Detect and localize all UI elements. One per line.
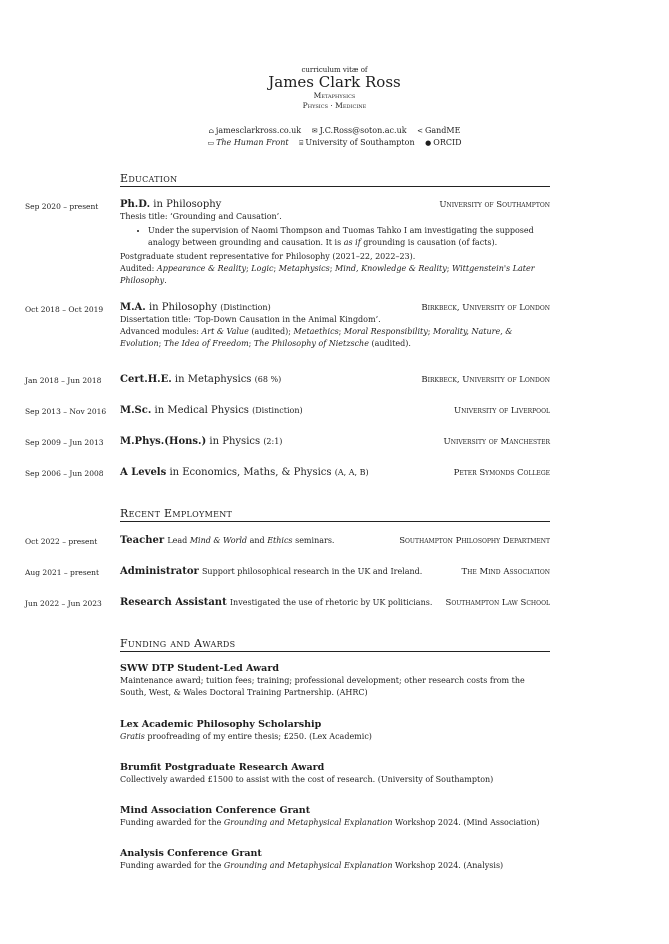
job-role: Teacher <box>120 535 165 546</box>
section-title-education: Education <box>120 172 550 187</box>
employer: Southampton Law School <box>445 598 550 608</box>
person-name: James Clark Ross <box>268 73 401 91</box>
subject: in Metaphysics <box>174 374 252 385</box>
award-title: Brumfit Postgraduate Research Award <box>120 762 325 773</box>
home-icon: ⌂ <box>208 127 214 135</box>
job-description: Support philosophical research in the UK and Ireland. <box>201 567 423 576</box>
degree: M.Phys.(Hons.) <box>120 436 207 447</box>
employer: Southampton Philosophy Department <box>399 536 550 546</box>
institution: University of Southampton <box>439 200 550 210</box>
award-title: Lex Academic Philosophy Scholarship <box>120 719 322 730</box>
edu-entry-alevels <box>120 467 550 479</box>
institution: University of Liverpool <box>453 406 550 416</box>
thesis-title: Thesis title: ‘Grounding and Causation’. <box>120 212 282 221</box>
audited-modules: Audited: Appearance & Reality; Logic; Metaphysics; Mind, Knowledge & Reality; Wittgenstein's Later Philosophy. <box>120 264 535 285</box>
award-entry <box>120 848 550 872</box>
edu-date: Sep 2020 – present <box>25 202 99 211</box>
subtitle-physics-medicine: Physics · Medicine <box>302 101 367 110</box>
award-description: Funding awarded for the Grounding and Metaphysical Explanation Workshop 2024. (Analysis) <box>120 861 504 870</box>
website-link[interactable]: ⌂ jamesclarkross.co.uk <box>208 126 302 135</box>
envelope-icon: ✉ <box>311 127 318 135</box>
employer: The Mind Association <box>461 567 550 577</box>
degree: A Levels <box>120 467 167 478</box>
degree: M.Sc. <box>120 405 152 416</box>
job-date: Aug 2021 – present <box>25 568 99 577</box>
subject: in Economics, Maths, & Physics <box>169 467 332 478</box>
section-title-employment: Recent Employment <box>120 507 550 522</box>
laptop-icon: ▭ <box>207 139 215 147</box>
edu-date: Oct 2018 – Oct 2019 <box>25 305 104 314</box>
subject: in Medical Physics <box>154 405 249 416</box>
award-entry <box>120 719 550 743</box>
subject: in Physics <box>209 436 261 447</box>
award-title: Analysis Conference Grant <box>120 848 262 859</box>
degree: Cert.H.E. <box>120 374 172 385</box>
award-description: Funding awarded for the Grounding and Metaphysical Explanation Workshop 2024. (Mind Association) <box>120 818 540 827</box>
award-title: Mind Association Conference Grant <box>120 805 311 816</box>
award-entry <box>120 805 550 829</box>
job-role: Research Assistant <box>120 597 227 608</box>
grade: (Distinction) <box>220 303 271 312</box>
student-rep: Postgraduate student representative for Philosophy (2021–22, 2022–23). <box>120 252 416 261</box>
edu-entry-ma <box>120 302 550 350</box>
job-date: Oct 2022 – present <box>25 537 98 546</box>
job-description: Lead Mind & World and Ethics seminars. <box>167 536 335 545</box>
subject: in Philosophy <box>148 302 218 313</box>
grade: (A, A, B) <box>334 468 369 477</box>
university-icon: ⌸ <box>299 139 304 147</box>
edu-entry-phd <box>120 199 550 287</box>
job-role: Administrator <box>120 566 199 577</box>
edu-date: Sep 2013 – Nov 2016 <box>25 407 107 416</box>
job-description: Investigated the use of rhetoric by UK politicians. <box>229 598 433 607</box>
degree: Ph.D. <box>120 199 151 210</box>
institution: Birkbeck, University of London <box>421 303 550 313</box>
job-entry-teacher <box>120 535 550 547</box>
orcid-link[interactable]: ● ORCID <box>425 138 462 147</box>
email-link[interactable]: ✉ J.C.Ross@soton.ac.uk <box>311 126 407 135</box>
award-description: Gratis proofreading of my entire thesis; £250. (Lex Academic) <box>120 732 372 741</box>
institution: Birkbeck, University of London <box>421 375 550 385</box>
cv-label: curriculum vitæ of <box>301 66 368 74</box>
share-icon: < <box>417 127 423 135</box>
section-title-funding: Funding and Awards <box>120 637 550 652</box>
institution: Peter Symonds College <box>453 468 550 478</box>
grade: (68 %) <box>254 375 282 384</box>
blog-link[interactable]: ▭ The Human Front <box>207 138 289 147</box>
grade: (Distinction) <box>252 406 303 415</box>
supervision-bullet: • Under the supervision of Naomi Thompson and Tuomas Tahko I am investigating the supposed analogy between grounding and causation. It is as if grounding is causation (of facts). <box>148 225 550 248</box>
contact-bar <box>0 125 669 149</box>
dissertation-title: Dissertation title: ‘Top-Down Causation in the Animal Kingdom’. <box>120 315 381 324</box>
award-entry <box>120 663 550 699</box>
edu-entry-msc <box>120 405 550 417</box>
award-title: SWW DTP Student-Led Award <box>120 663 279 674</box>
edu-entry-cert <box>120 374 550 386</box>
advanced-modules: Advanced modules: Art & Value (audited); Metaethics; Moral Responsibility; Morality, Nature, & Evolution; The Idea of Freedom; The Philosophy of Nietzsche (audited). <box>120 327 513 348</box>
job-entry-research-assistant <box>120 597 550 609</box>
award-entry <box>120 762 550 786</box>
edu-entry-mphys <box>120 436 550 448</box>
award-description: Collectively awarded £1500 to assist with the cost of research. (University of Southampton) <box>120 775 494 784</box>
degree: M.A. <box>120 302 146 313</box>
cv-header <box>0 66 669 111</box>
edu-date: Sep 2009 – Jun 2013 <box>25 438 104 447</box>
subject: in Philosophy <box>153 199 222 210</box>
orcid-icon: ● <box>425 139 432 147</box>
institution: University of Manchester <box>443 437 550 447</box>
job-date: Jun 2022 – Jun 2023 <box>25 599 102 608</box>
award-description: Maintenance award; tuition fees; training; professional development; other research costs from the South, West, & Wales Doctoral Training Partnership. (AHRC) <box>120 676 525 697</box>
job-entry-administrator <box>120 566 550 578</box>
subtitle-metaphysics: Metaphysics <box>313 91 356 100</box>
social-link[interactable]: < GandME <box>417 126 461 135</box>
edu-date: Sep 2006 – Jun 2008 <box>25 469 104 478</box>
grade: (2:1) <box>263 437 283 446</box>
affiliation-link[interactable]: ⌸ University of Southampton <box>299 138 415 147</box>
edu-date: Jan 2018 – Jun 2018 <box>25 376 102 385</box>
